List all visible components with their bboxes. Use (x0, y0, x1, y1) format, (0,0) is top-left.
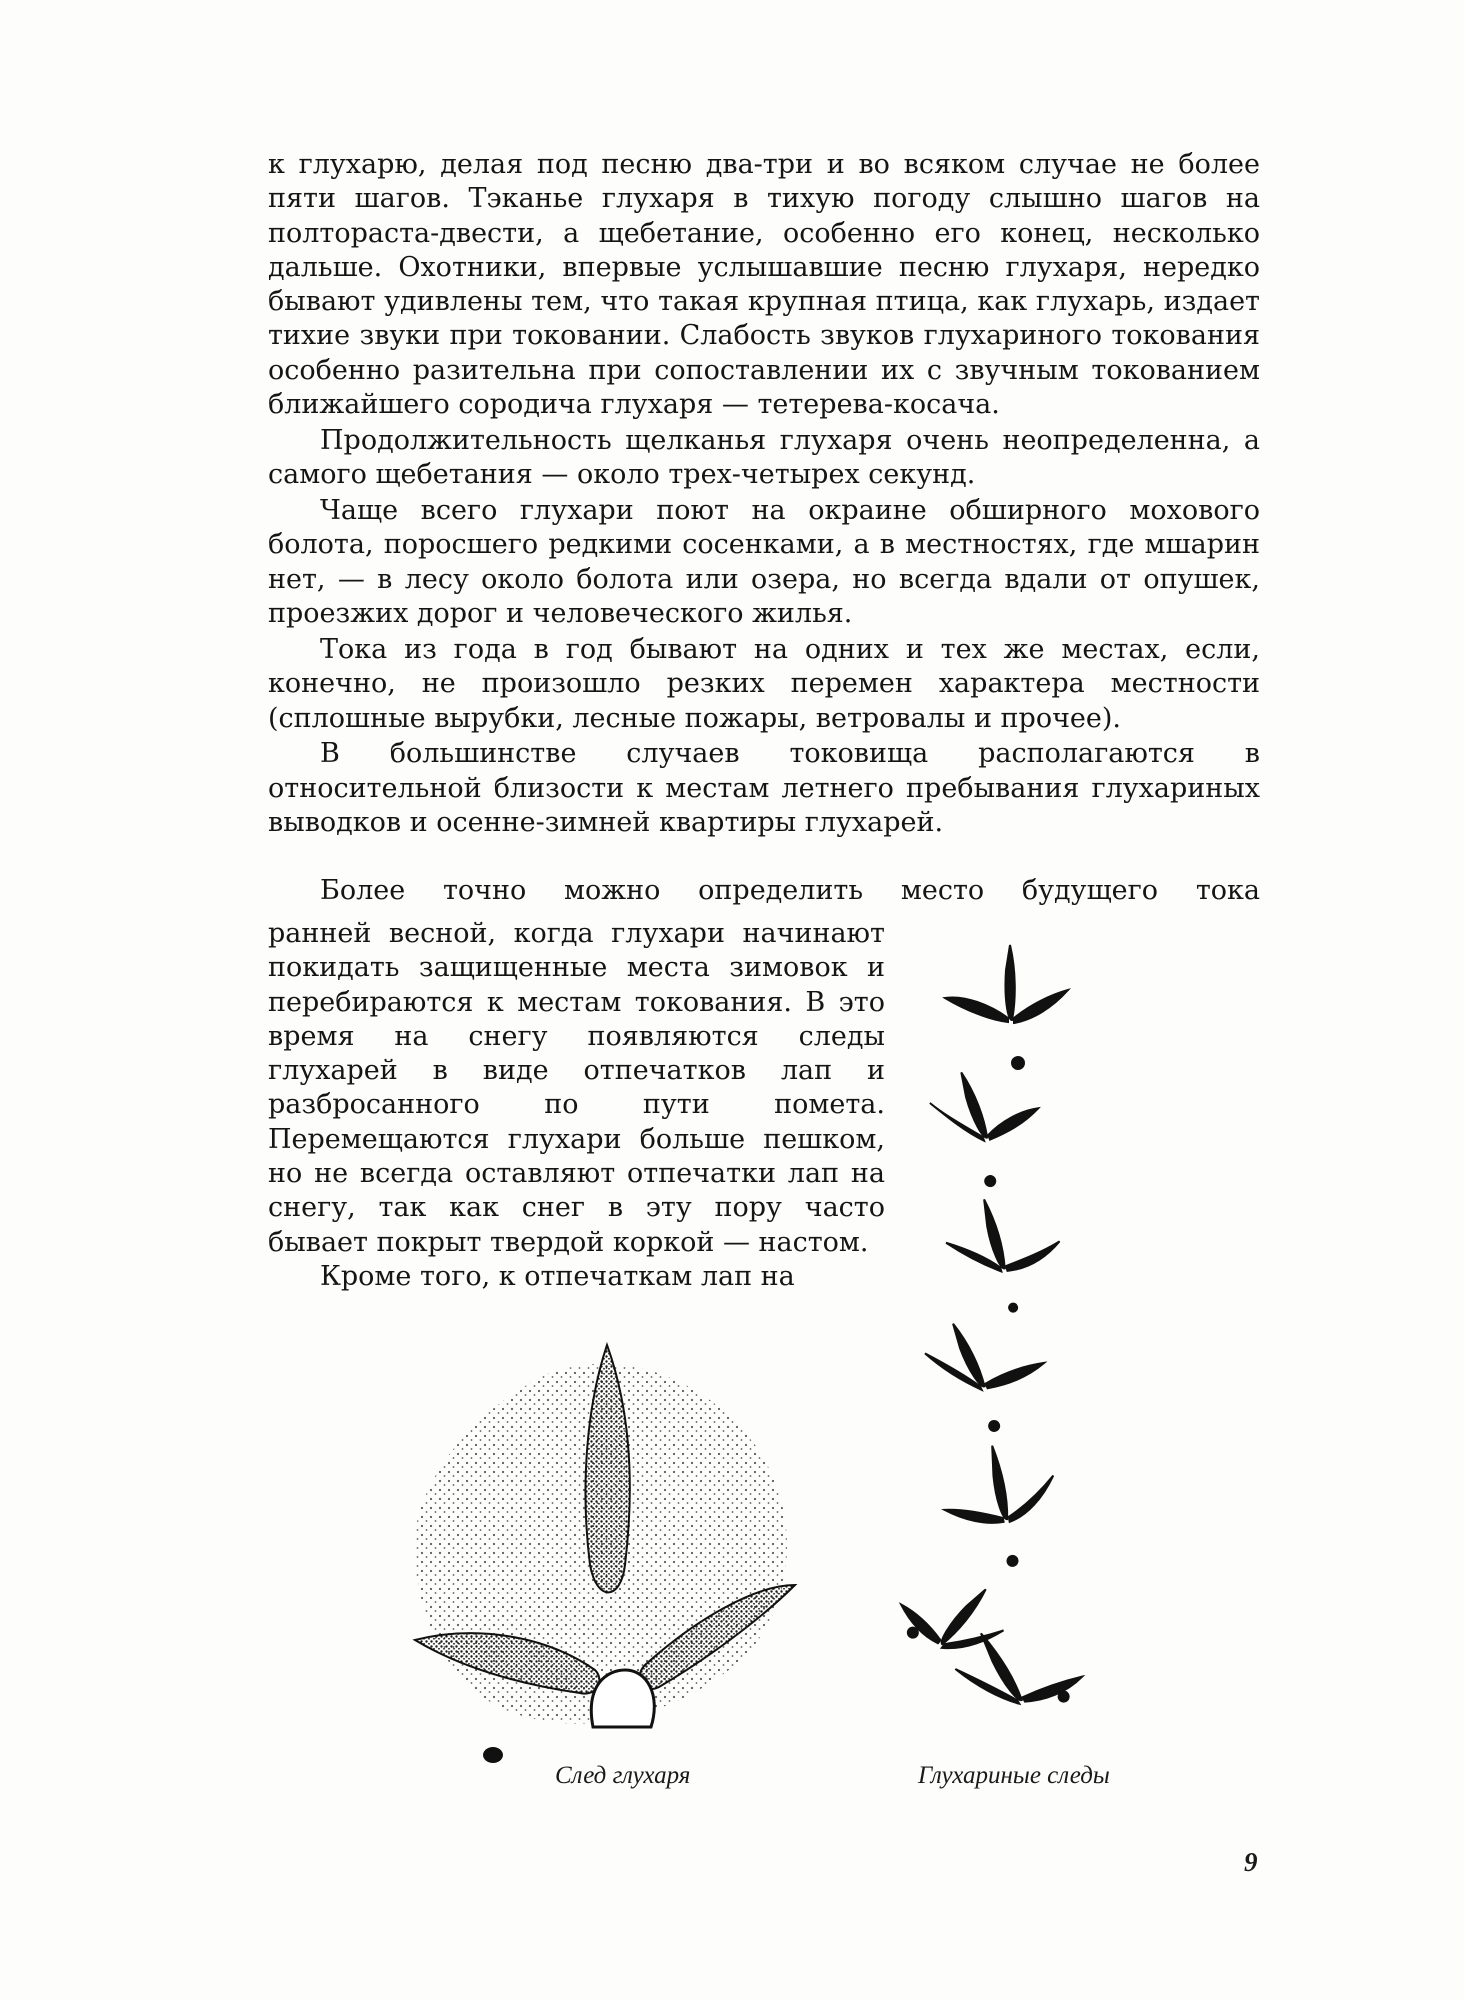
capercaillie-tracks-trail-icon (900, 930, 1120, 1730)
paragraph-2: Продолжительность щелканья глухаря очень неопределенна, а самого щебетания — около трех-четырех секунд. (268, 424, 1260, 491)
paragraph-1: к глухарю, делая под песню два-три и во всяком случае не более пяти шагов. Тэканье глухаря в тихую погоду слышно шагов на полтораста-двести, а щебетание, особенно его конец, несколько дальше. Охотники, впервые услышавшие песню глухаря, нередко бывают удивлены тем, что такая крупная птица, как глухарь, издает тихие звуки при токовании. Слабость звуков глухариного токования особенно разительна при сопоставлении их с звучным токованием ближайшего сородича глухаря — тетерева-косача. (268, 149, 1260, 421)
page-number: 9 (1244, 1847, 1258, 1877)
paragraph-7-start: Кроме того, к отпечаткам лап на (320, 1260, 795, 1292)
paragraph-4: Тока из года в год бывают на одних и тех же местах, если, конечно, не произошло резких перемен характера местности (сплошные вырубки, лесные пожары, ветровалы и прочее). (268, 633, 1260, 734)
paragraph-6-lead-line: Более точно можно определить место будущего тока (320, 875, 1260, 906)
paragraph-5: В большинстве случаев токовища располагаются в относительной близости к местам летнего пребывания глухариных выводков и осенне-зимней квартиры глухарей. (268, 738, 1260, 839)
capercaillie-track-icon (375, 1335, 815, 1785)
caption-right: Глухариные следы (918, 1762, 1110, 1789)
main-text-column (268, 148, 1260, 842)
caption-left: След глухаря (555, 1762, 691, 1789)
paragraph-6-continued: ранней весной, когда глухари начинают покидать защищенные места зимовок и перебираются к местам токования. В это время на снегу появляются следы глухарей в виде отпечатков лап и разбросанного по пути помета. Перемещаются глухари больше пешком, но не всегда оставляют отпечатки лап на снегу, так как снег в эту пору часто бывает покрыт твердой коркой — настом. (268, 918, 885, 1258)
narrow-text-column (268, 917, 885, 1294)
paragraph-3: Чаще всего глухари поют на окраине обширного мохового болота, поросшего редкими сосенками, а в местностях, где мшарин нет, — в лесу около болота или озера, но всегда вдали от опушек, проезжих дорог и человеческого жилья. (268, 495, 1260, 630)
